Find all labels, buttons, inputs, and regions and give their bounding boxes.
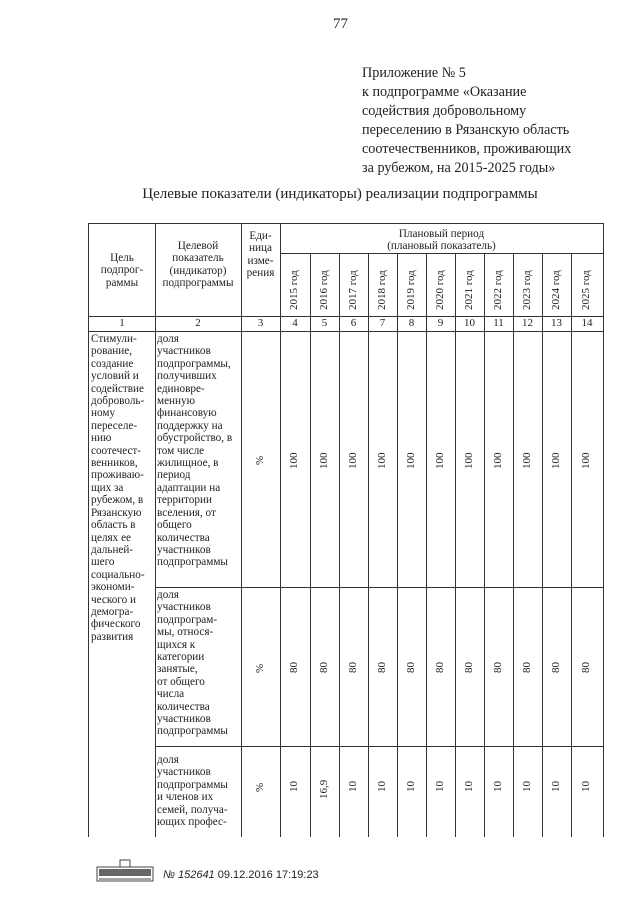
text-line: Цель bbox=[110, 252, 134, 264]
text-line: подпрограммы bbox=[162, 277, 234, 290]
indicator-value: 100 bbox=[580, 452, 592, 469]
text-line: ному bbox=[91, 407, 116, 420]
text-line: соотечест- bbox=[91, 444, 142, 457]
text-line: шего bbox=[91, 556, 115, 569]
text-line: подпрограм- bbox=[157, 613, 218, 626]
column-number: 13 bbox=[551, 317, 562, 329]
text-line: участников bbox=[157, 345, 211, 358]
text-line: поддержку на bbox=[157, 419, 223, 432]
column-number: 4 bbox=[292, 317, 298, 329]
text-line: щихся к bbox=[157, 638, 196, 651]
reg-date: 09.12.2016 17:19:23 bbox=[217, 869, 319, 881]
text-line: вселения, от bbox=[157, 506, 216, 519]
indicator-value: 10 bbox=[491, 781, 504, 793]
text-line: финансовую bbox=[157, 407, 217, 420]
text-line: (индикатор) bbox=[169, 264, 227, 277]
text-line: участников bbox=[157, 766, 211, 779]
page-number: 77 bbox=[333, 16, 348, 32]
text-line: Целевой bbox=[177, 240, 219, 252]
year-header: 2017 год bbox=[346, 270, 359, 310]
indicators-table bbox=[88, 223, 604, 837]
column-number: 7 bbox=[379, 317, 386, 329]
text-line: рения bbox=[246, 267, 275, 280]
unit-value: % bbox=[253, 455, 266, 465]
text-line: адаптации на bbox=[157, 481, 221, 494]
text-line: область в bbox=[91, 519, 136, 532]
column-rule bbox=[513, 253, 514, 837]
header-planned-period bbox=[280, 228, 603, 253]
year-header: 2016 год bbox=[317, 270, 330, 310]
text-line: рование, bbox=[91, 345, 133, 358]
text-line: дальней- bbox=[91, 543, 134, 556]
column-number: 5 bbox=[321, 317, 328, 329]
indicator-value: 100 bbox=[549, 452, 562, 469]
indicator-value: 10 bbox=[375, 781, 388, 793]
indicator-text bbox=[157, 754, 240, 828]
text-line: доля bbox=[157, 333, 179, 345]
indicator-value: 10 bbox=[288, 781, 300, 793]
column-number: 2 bbox=[195, 317, 201, 329]
column-rule bbox=[339, 253, 340, 837]
indicator-value: 80 bbox=[462, 661, 475, 673]
text-line: подпрограммы bbox=[157, 556, 228, 569]
text-line: количества bbox=[157, 700, 210, 713]
indicator-value: 100 bbox=[404, 452, 417, 469]
text-line: подпрограммы bbox=[157, 778, 228, 791]
indicator-value: 80 bbox=[346, 661, 359, 673]
text-line: проживаю- bbox=[91, 469, 144, 482]
annex-line: Приложение № 5 bbox=[362, 65, 466, 81]
text-line: доброволь- bbox=[91, 395, 145, 408]
indicator-value: 10 bbox=[346, 781, 359, 793]
column-rule bbox=[455, 253, 456, 837]
header-goal bbox=[89, 252, 155, 289]
text-line: участников bbox=[157, 713, 211, 726]
indicator-value: 10 bbox=[404, 781, 417, 793]
indicator-value: 80 bbox=[288, 661, 300, 673]
year-header: 2025 год bbox=[580, 270, 592, 310]
year-header: 2021 год bbox=[462, 270, 475, 310]
text-line: Еди- bbox=[249, 230, 272, 242]
text-line: период bbox=[157, 469, 191, 482]
row-rule bbox=[280, 253, 603, 254]
year-header: 2019 год bbox=[404, 270, 417, 310]
column-number: 3 bbox=[257, 317, 264, 329]
text-line: категории bbox=[157, 651, 205, 664]
text-line: развития bbox=[91, 630, 134, 643]
text-line: Стимули- bbox=[91, 333, 137, 345]
annex-header bbox=[362, 64, 632, 178]
text-line: обустройство, в bbox=[157, 432, 233, 445]
text-line: раммы bbox=[105, 276, 139, 289]
indicator-value: 80 bbox=[404, 661, 417, 673]
annex-line: содействия добровольному bbox=[362, 103, 527, 119]
column-number: 14 bbox=[581, 317, 593, 329]
text-line: получивших bbox=[157, 370, 217, 383]
text-line: участников bbox=[157, 601, 211, 614]
column-number: 11 bbox=[493, 317, 504, 329]
row-rule bbox=[155, 587, 603, 588]
goal-text bbox=[91, 333, 154, 643]
indicator-value: 10 bbox=[520, 781, 533, 793]
text-line: от общего bbox=[157, 675, 205, 688]
indicator-text bbox=[157, 333, 240, 569]
text-line: экономи- bbox=[91, 581, 135, 594]
text-line: нию bbox=[91, 432, 112, 445]
column-rule bbox=[571, 253, 572, 837]
column-number: 10 bbox=[464, 317, 475, 329]
row-rule bbox=[89, 331, 603, 332]
text-line: подпрограммы, bbox=[157, 357, 231, 370]
text-line: венников, bbox=[91, 457, 138, 470]
indicator-text bbox=[157, 589, 240, 738]
year-header: 2018 год bbox=[375, 270, 388, 310]
unit-value: % bbox=[253, 782, 266, 792]
text-line: подпрог- bbox=[100, 264, 144, 277]
year-header: 2024 год bbox=[549, 270, 562, 310]
column-number: 8 bbox=[408, 317, 415, 329]
column-rule bbox=[368, 253, 369, 837]
indicator-value: 100 bbox=[462, 452, 475, 469]
annex-line: переселению в Рязанскую область bbox=[362, 122, 570, 138]
text-line: жилищное, в bbox=[157, 457, 219, 470]
text-line: Плановый период bbox=[398, 228, 485, 240]
text-line: количества bbox=[157, 531, 210, 544]
column-rule bbox=[542, 253, 543, 837]
column-number: 12 bbox=[522, 317, 533, 329]
table-title: Целевые показатели (индикаторы) реализации подпрограммы bbox=[142, 186, 538, 202]
indicator-value: 100 bbox=[491, 452, 504, 469]
year-header: 2023 год bbox=[520, 270, 533, 310]
text-line: подпрограммы bbox=[157, 725, 228, 738]
indicator-value: 100 bbox=[520, 452, 533, 469]
indicator-value: 80 bbox=[549, 661, 562, 673]
text-line: содействие bbox=[91, 382, 144, 395]
text-line: доля bbox=[157, 589, 179, 601]
text-line: ческого и bbox=[91, 593, 136, 606]
indicator-value: 80 bbox=[375, 661, 388, 673]
text-line: фического bbox=[91, 618, 141, 631]
text-line: условий и bbox=[91, 370, 139, 383]
text-line: общего bbox=[157, 519, 192, 532]
text-line: территории bbox=[157, 494, 212, 507]
year-header: 2015 год bbox=[288, 270, 300, 310]
text-line: изме- bbox=[247, 254, 274, 267]
indicator-value: 10 bbox=[462, 781, 475, 793]
column-number: 6 bbox=[350, 317, 357, 329]
text-line: ющих профес- bbox=[157, 816, 227, 829]
row-rule bbox=[155, 746, 603, 747]
text-line: единовре- bbox=[157, 382, 205, 395]
text-line: щих за bbox=[91, 481, 124, 494]
text-line: менную bbox=[157, 395, 195, 408]
text-line: социально- bbox=[91, 568, 145, 581]
text-line: числа bbox=[157, 688, 185, 701]
year-header: 2022 год bbox=[491, 270, 504, 310]
unit-value: % bbox=[253, 663, 266, 673]
column-rule bbox=[426, 253, 427, 837]
registry-stamp-icon bbox=[96, 858, 154, 886]
header-indicator bbox=[157, 240, 239, 290]
text-line: Рязанскую bbox=[91, 506, 142, 519]
indicator-value: 10 bbox=[549, 781, 562, 793]
text-line: показатель bbox=[172, 252, 224, 265]
reg-number: № 152641 bbox=[163, 869, 215, 881]
column-number: 9 bbox=[437, 317, 444, 329]
text-line: занятые, bbox=[157, 663, 198, 676]
text-line: (плановый показатель) bbox=[387, 240, 496, 253]
indicator-value: 100 bbox=[375, 452, 388, 469]
text-line: участников bbox=[157, 543, 211, 556]
indicator-value: 16,9 bbox=[317, 779, 330, 799]
column-rule bbox=[310, 253, 311, 837]
year-header: 2020 год bbox=[433, 270, 446, 310]
text-line: рубежом, в bbox=[91, 494, 144, 507]
indicator-value: 10 bbox=[433, 781, 446, 793]
annex-line: соотечественников, проживающих bbox=[362, 141, 572, 157]
indicator-value: 10 bbox=[580, 781, 592, 793]
column-rule bbox=[484, 253, 485, 837]
text-line: ница bbox=[249, 242, 272, 255]
text-line: доля bbox=[157, 754, 179, 766]
text-line: мы, относя- bbox=[157, 626, 214, 639]
registration-info bbox=[163, 869, 319, 881]
annex-line: за рубежом, на 2015-2025 годы» bbox=[362, 160, 556, 176]
indicator-value: 80 bbox=[317, 661, 330, 673]
text-line: демогра- bbox=[91, 605, 134, 618]
indicator-value: 80 bbox=[433, 661, 446, 673]
indicator-value: 80 bbox=[520, 661, 533, 673]
annex-line: к подпрограмме «Оказание bbox=[362, 84, 527, 100]
column-rule bbox=[397, 253, 398, 837]
header-unit bbox=[242, 230, 279, 280]
indicator-value: 80 bbox=[491, 661, 504, 673]
text-line: создание bbox=[91, 357, 134, 370]
text-line: целях ее bbox=[91, 531, 132, 544]
indicator-value: 100 bbox=[346, 452, 359, 469]
text-line: семей, получа- bbox=[157, 803, 228, 816]
column-number: 1 bbox=[119, 317, 125, 329]
indicator-value: 100 bbox=[317, 452, 330, 469]
indicator-value: 100 bbox=[288, 452, 300, 469]
indicator-value: 100 bbox=[433, 452, 446, 469]
text-line: и членов их bbox=[157, 791, 214, 804]
text-line: переселе- bbox=[91, 419, 138, 432]
indicator-value: 80 bbox=[580, 661, 592, 673]
text-line: том числе bbox=[157, 444, 205, 457]
